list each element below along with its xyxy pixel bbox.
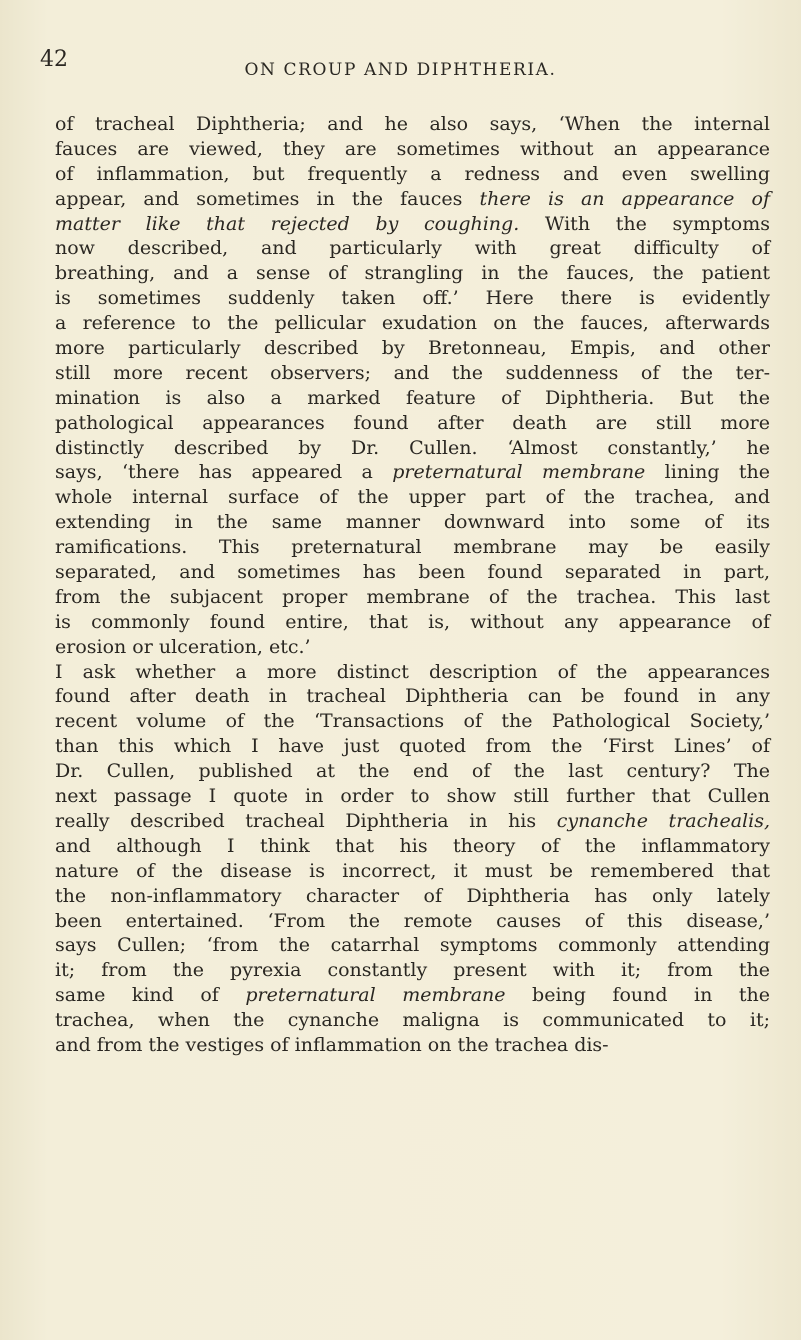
text-run: been entertained. ‘From the remote causes of this disease,’ bbox=[55, 909, 770, 932]
text-run: really described tracheal Diphtheria in his bbox=[55, 809, 557, 832]
text-run: found after death in tracheal Diphtheria can be found in any bbox=[55, 685, 770, 708]
text-run: erosion or ulceration, etc.’ bbox=[55, 635, 311, 658]
text-line bbox=[55, 610, 770, 635]
text-run: mination is also a marked feature of Diphtheria. But the bbox=[55, 386, 770, 409]
text-line bbox=[55, 784, 770, 809]
text-run: and from the vestiges of inflammation on the trachea dis- bbox=[55, 1033, 609, 1056]
text-line bbox=[55, 809, 770, 834]
text-run: the non-inflammatory character of Diphtheria has only lately bbox=[55, 884, 770, 907]
text-line bbox=[55, 1033, 770, 1058]
text-run: With the symptoms bbox=[519, 212, 770, 235]
text-line bbox=[55, 286, 770, 311]
running-head: ON CROUP AND DIPHTHERIA. bbox=[244, 60, 557, 80]
text-run: says, ‘there has appeared a bbox=[55, 461, 393, 484]
text-run: recent volume of the ‘Transactions of the Pathological Society,’ bbox=[55, 710, 770, 733]
text-run: and although I think that his theory of the inflammatory bbox=[55, 834, 770, 857]
text-run: Dr. Cullen, published at the end of the last century? The bbox=[55, 760, 770, 783]
text-line bbox=[55, 436, 770, 461]
text-run: separated, and sometimes has been found separated in part, bbox=[55, 561, 770, 584]
italic-text: preternatural membrane bbox=[245, 984, 506, 1007]
text-run: whole internal surface of the upper part of the trachea, and bbox=[55, 486, 770, 509]
text-line bbox=[55, 759, 770, 784]
text-line bbox=[55, 958, 770, 983]
text-line bbox=[55, 884, 770, 909]
text-line bbox=[55, 933, 770, 958]
body-text bbox=[55, 112, 770, 1058]
text-line bbox=[55, 187, 770, 212]
text-run: of inflammation, but frequently a redness and even swelling bbox=[55, 162, 770, 185]
text-line bbox=[55, 635, 770, 660]
text-line bbox=[55, 162, 770, 187]
text-line bbox=[55, 834, 770, 859]
text-line bbox=[55, 137, 770, 162]
text-line bbox=[55, 336, 770, 361]
text-run: being found in the bbox=[505, 984, 770, 1007]
italic-text: cynanche trachealis, bbox=[556, 809, 770, 832]
text-run: is sometimes suddenly taken off.’ Here there is evidently bbox=[55, 287, 770, 310]
text-run: nature of the disease is incorrect, it must be remembered that bbox=[55, 859, 770, 882]
text-run: I ask whether a more distinct description of the appearances bbox=[55, 660, 770, 683]
text-line bbox=[55, 311, 770, 336]
text-line bbox=[55, 734, 770, 759]
text-line bbox=[55, 236, 770, 261]
text-line bbox=[55, 510, 770, 535]
text-run: lining the bbox=[645, 461, 771, 484]
text-run: pathological appearances found after death are still more bbox=[55, 411, 770, 434]
text-run: now described, and particularly with great difficulty of bbox=[55, 237, 770, 260]
text-run: of tracheal Diphtheria; and he also says, ‘When the internal bbox=[55, 113, 770, 135]
text-line bbox=[55, 361, 770, 386]
text-line bbox=[55, 386, 770, 411]
text-line bbox=[55, 560, 770, 585]
text-run: than this which I have just quoted from the ‘First Lines’ of bbox=[55, 735, 770, 758]
text-line bbox=[55, 585, 770, 610]
text-run: breathing, and a sense of strangling in the fauces, the patient bbox=[55, 262, 770, 285]
text-run: trachea, when the cynanche maligna is communicated to it; bbox=[55, 1009, 770, 1032]
italic-text: matter like that rejected by coughing. bbox=[55, 212, 520, 235]
text-line bbox=[55, 909, 770, 934]
text-run: appear, and sometimes in the fauces bbox=[55, 187, 480, 210]
text-run: next passage I quote in order to show still further that Cullen bbox=[55, 785, 770, 808]
text-line bbox=[55, 212, 770, 237]
text-run: a reference to the pellicular exudation on the fauces, afterwards bbox=[55, 312, 770, 335]
text-run: extending in the same manner downward into some of its bbox=[55, 511, 770, 534]
text-line bbox=[55, 660, 770, 685]
text-line bbox=[55, 1008, 770, 1033]
text-run: same kind of bbox=[55, 984, 246, 1007]
text-line bbox=[55, 859, 770, 884]
text-run: fauces are viewed, they are sometimes without an appearance bbox=[55, 137, 770, 160]
text-run: distinctly described by Dr. Cullen. ‘Almost constantly,’ he bbox=[55, 436, 770, 459]
text-line bbox=[55, 112, 770, 137]
page-number: 42 bbox=[40, 47, 68, 72]
text-line bbox=[55, 485, 770, 510]
text-run: it; from the pyrexia constantly present with it; from the bbox=[55, 959, 770, 982]
text-line bbox=[55, 535, 770, 560]
text-line bbox=[55, 684, 770, 709]
text-line bbox=[55, 411, 770, 436]
text-run: says Cullen; ‘from the catarrhal symptoms commonly attending bbox=[55, 934, 770, 957]
text-run: ramifications. This preternatural membrane may be easily bbox=[55, 536, 770, 559]
italic-text: there is an appearance of bbox=[479, 187, 770, 210]
text-run: still more recent observers; and the suddenness of the ter- bbox=[55, 361, 770, 384]
text-line bbox=[55, 709, 770, 734]
text-run: more particularly described by Bretonneau, Empis, and other bbox=[55, 337, 770, 360]
text-line bbox=[55, 983, 770, 1008]
text-run: from the subjacent proper membrane of the trachea. This last bbox=[55, 585, 770, 608]
italic-text: preternatural membrane bbox=[392, 461, 646, 484]
text-line bbox=[55, 460, 770, 485]
text-line bbox=[55, 261, 770, 286]
text-run: is commonly found entire, that is, without any appearance of bbox=[55, 610, 770, 633]
